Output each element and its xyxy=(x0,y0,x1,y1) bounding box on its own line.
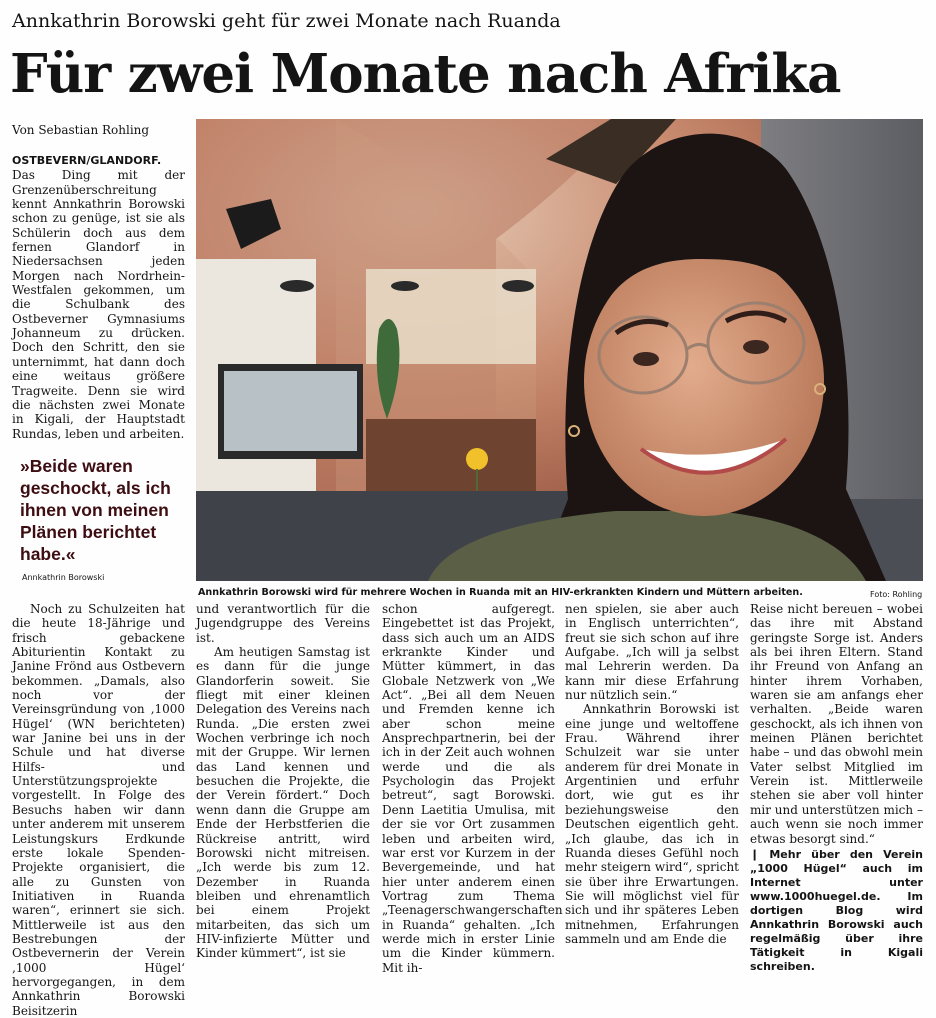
body-column-5 xyxy=(750,602,923,974)
paragraph: Reise nicht bereuen – wobei das ihre mit Abstand geringste Sorge ist. Anders als bei ihren Eltern. Stand ihr Freund von Anfang an hinter ihrem Vorhaben, waren sie am anfangs eher verhalten. „Beide waren geschockt, als ich ihnen von meinen Plänen berichtet habe – und das obwohl mein Vater selbst Mitglied im Verein ist. Mittlerweile stehen sie aber voll hinter mir und unterstützen mich – auch wenn sie noch immer etwas besorgt sind.“ xyxy=(750,602,923,846)
article-byline: Von Sebastian Rohling xyxy=(12,123,150,137)
body-column-2 xyxy=(196,602,370,974)
article-headline: Für zwei Monate nach Afrika xyxy=(10,43,841,105)
pull-quote: »Beide waren geschockt, als ich ihnen von meinen Plänen berichtet habe.« xyxy=(20,456,171,564)
paragraph: Am heutigen Samstag ist es dann für die junge Glandorferin soweit. Sie fliegt mit einer kleinen Delegation des Vereins nach Runda. „Die ersten zwei Wochen verbringe ich noch mit der Gruppe. Wir lernen das Land kennen und besuchen die Projekte, die der Verein fördert.“ Doch wenn dann die Gruppe am Ende der Herbstferien die Rückreise antritt, wird Borowski nicht mitreisen. „Ich werde bis zum 12. Dezember in Ruanda bleiben und ehrenamtlich bei einem Projekt mitarbeiten, das sich um HIV-infizierte Mütter und Kinder kümmert“, ist sie xyxy=(196,645,370,961)
paragraph: Noch zu Schulzeiten hat die heute 18-Jährige und frisch gebackene Abiturientin Kontakt zu Janine Frönd aus Ostbevern bekommen. „Damals, also noch vor der Vereinsgründung von ‚1000 Hügel‘ (WN berichteten) war Janine bei uns in der Schule und hat diverse Hilfs- und Unterstützungsprojekte vorgestellt. In Folge des Besuchs haben wir dann unter anderem mit unserem Leistungskurs Erdkunde erste lokale Spenden-Projekte organisiert, die alle zu Gunsten von Initiativen in Ruanda waren“, erinnert sie sich. Mittlerweile ist aus den Bestrebungen der Ostbevernerin der Verein ‚1000 Hügel‘ hervorgegangen, in dem Annkathrin Borowski Beisitzerin xyxy=(12,602,185,1018)
photo-caption: Annkathrin Borowski wird für mehrere Wochen in Ruanda mit an HIV-erkrankten Kindern und Müttern arbeiten. xyxy=(198,587,803,598)
paragraph: nen spielen, sie aber auch in Englisch unterrichten“, freut sie sich schon auf ihre Aufgabe. „Ich will ja selbst mal Lehrerin werden. Da kann mir diese Erfahrung nur nützlich sein.“ xyxy=(565,602,739,703)
info-box: ❙ Mehr über den Verein „1000 Hügel“ auch im Internet unter www.1000huegel.de. Im dortigen Blog wird Annkathrin Borowski auch regelmäßig über ihre Tätigkeit in Kigali schreiben. xyxy=(750,847,923,973)
body-column-1 xyxy=(12,602,185,1018)
paragraph: Annkathrin Borowski ist eine junge und weltoffene Frau. Während ihrer Schulzeit war sie unter anderem für drei Monate in Argentinien und erfuhr dort, wie gut es ihr beziehungsweise den Deutschen eigentlich geht. „Ich glaube, das ich in Ruanda dieses Gefühl noch mehr steigern wird“, spricht sie über ihre Erwartungen. Sie will möglichst viel für sich und ihr späteres Leben mitnehmen, Erfahrungen sammeln und am Ende die xyxy=(565,702,739,946)
lead-text: Das Ding mit der Grenzenüberschreitung kennt Annkathrin Borowski schon zu genüge, ist sie als Schülerin doch aus dem fernen Glandorf in Niedersachsen jeden Morgen nach Nordrhein-Westfalen gekommen, um die Schulbank des Ostbeverner Gymnasiums Johanneum zu drücken. Doch den Schritt, den sie unternimmt, hat dann doch eine weitaus größere Tragweite. Denn sie wird die nächsten zwei Monate in Kigali, der Hauptstadt Rundas, leben und arbeiten. xyxy=(12,168,185,441)
paragraph: und verantwortlich für die Jugendgruppe des Vereins ist. xyxy=(196,602,370,645)
photo-credit: Foto: Rohling xyxy=(870,590,923,599)
dateline: OSTBEVERN/GLANDORF. xyxy=(12,154,162,167)
paragraph: schon aufgeregt. Eingebettet ist das Projekt, dass sich auch um an AIDS erkrankte Kinder und Mütter kümmert, in das Globale Netzwerk von „We Act“. „Bei all dem Neuen und Fremden kenne ich aber schon meine Ansprechpartnerin, bei der ich in der Zeit auch wohnen werde und die als Psychologin das Projekt betreut“, sagt Borowski. Denn Laetitia Umulisa, mit der sie vor Ort zusammen leben und arbeiten wird, war erst vor Kurzem in der Bevergemeinde, und hat hier unter anderem einen Vortrag zum Thema „Teenagerschwangerschaften in Ruanda“ gehalten. „Ich werde mich in erster Linie um die Kinder kümmern. Mit ih- xyxy=(382,602,563,975)
body-column-4 xyxy=(565,602,739,974)
body-column-3 xyxy=(382,602,563,975)
article-photo xyxy=(196,119,923,581)
lead-paragraph xyxy=(12,153,185,441)
article-kicker: Annkathrin Borowski geht für zwei Monate nach Ruanda xyxy=(12,10,561,32)
pull-quote-source: Annkathrin Borowski xyxy=(22,573,105,582)
photo-illustration xyxy=(196,119,923,581)
